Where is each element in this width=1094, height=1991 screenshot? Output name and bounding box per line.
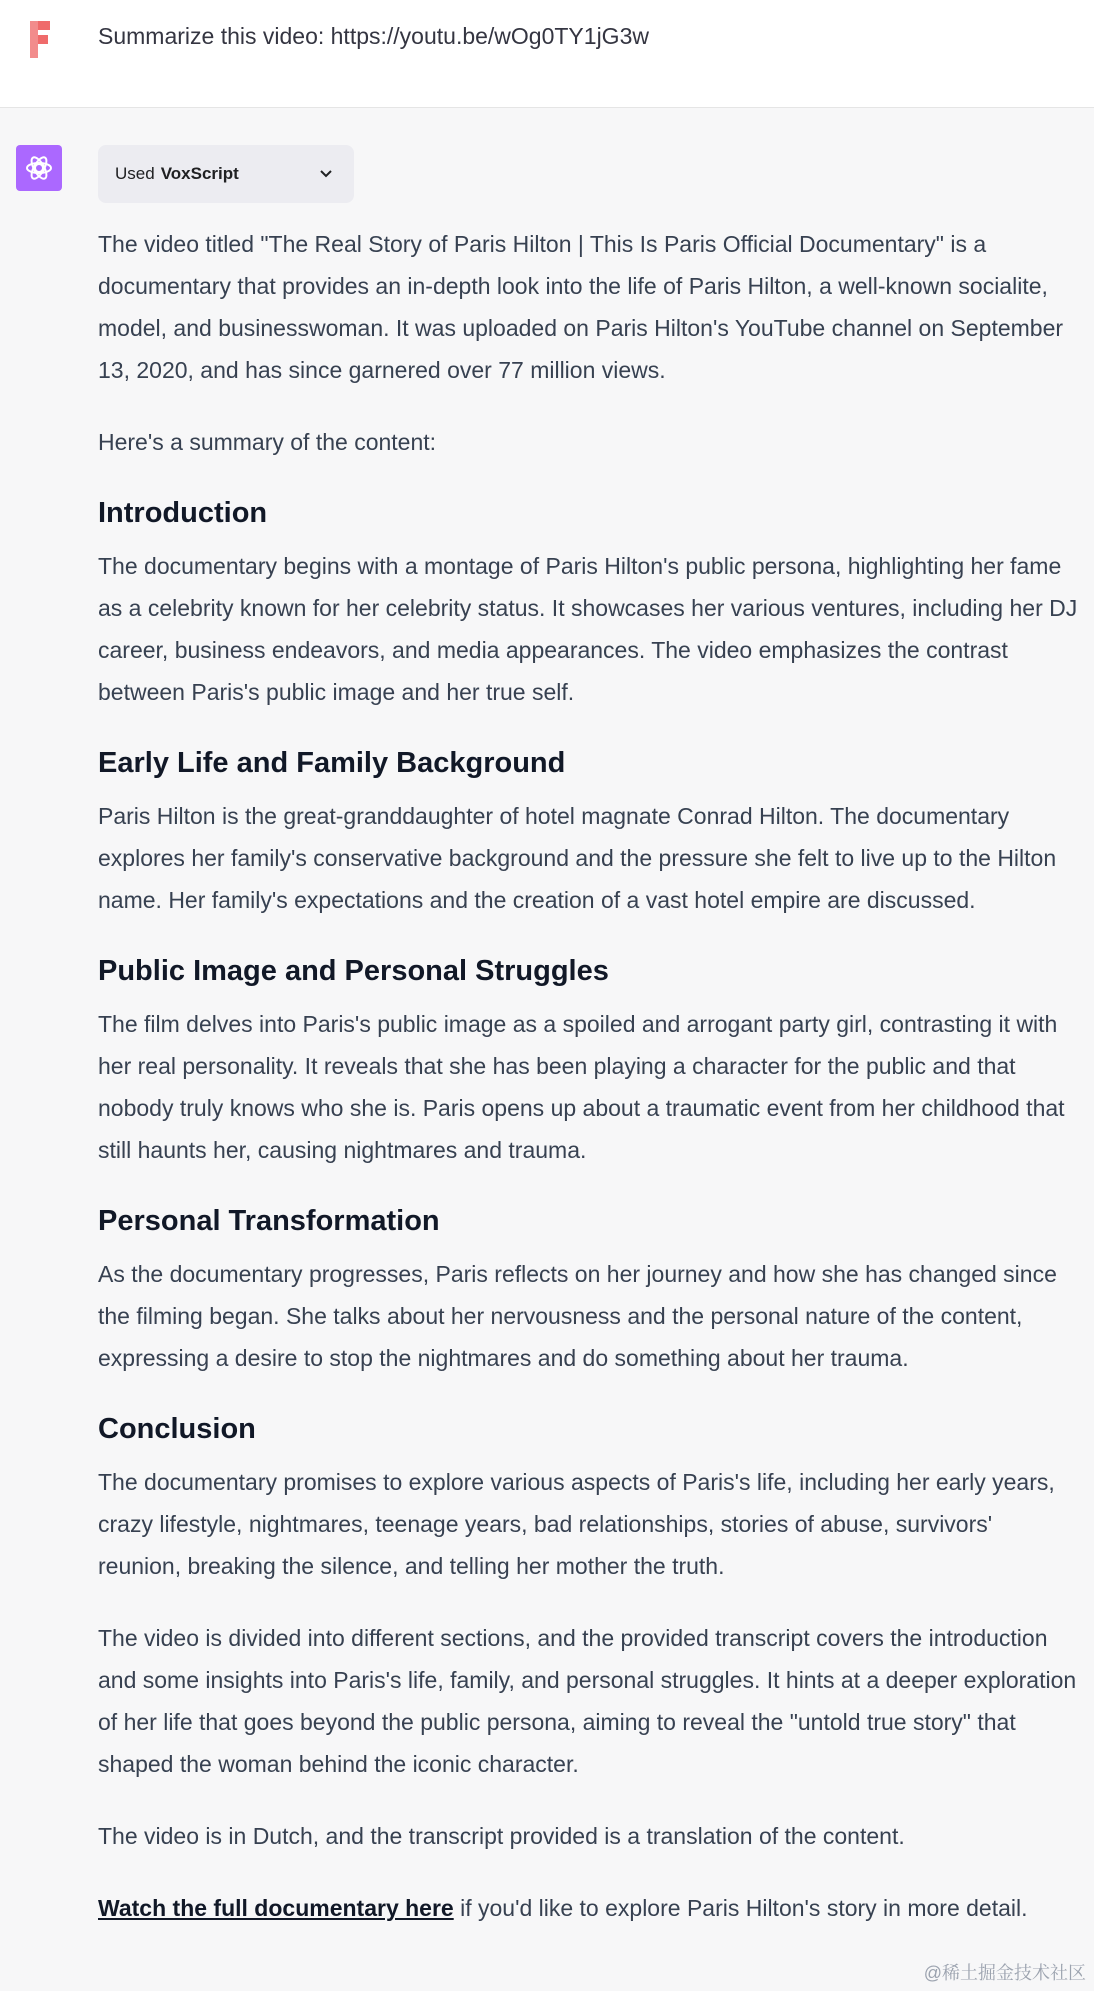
section-heading-transformation: Personal Transformation xyxy=(98,1205,440,1237)
user-message-text: Summarize this video: https://youtu.be/wOg0TY1jG3w xyxy=(98,23,649,49)
chevron-down-icon xyxy=(318,165,334,181)
section-text-introduction: The documentary begins with a montage of Paris Hilton's public persona, highlighting her fame as a celebrity known for her celebrity status. It showcases her various ventures, including her DJ career, business endeavors, and media appearances. The video emphasizes the contrast between Paris's public image and her true self. xyxy=(98,553,1078,705)
section-text-early-life: Paris Hilton is the great-granddaughter of hotel magnate Conrad Hilton. The documentary explores her family's conservative background and the pressure she felt to live up to the Hilton name. Her family's expectations and the creation of a vast hotel empire are discussed. xyxy=(98,803,1057,913)
intro-paragraph: The video titled "The Real Story of Paris Hilton | This Is Paris Official Documentary" is a documentary that provides an in-depth look into the life of Paris Hilton, a well-known socialite, model, and businesswoman. It was uploaded on Paris Hilton's YouTube channel on September 13, 2020, and has since garnered over 77 million views. xyxy=(98,231,1064,383)
watch-line xyxy=(98,1887,1078,1929)
chatgpt-logo-icon xyxy=(16,145,62,191)
section-text-public-image: The film delves into Paris's public image as a spoiled and arrogant party girl, contrasting it with her real personality. It reveals that she has been playing a character for the public and that nobody truly knows who she is. Paris opens up about a traumatic event from her childhood that still haunts her, causing nightmares and trauma. xyxy=(98,1011,1065,1163)
plugin-usage-toggle[interactable] xyxy=(98,145,354,203)
watch-documentary-link[interactable]: Watch the full documentary here xyxy=(98,1895,454,1921)
summary-lead: Here's a summary of the content: xyxy=(98,429,437,455)
user-message-row xyxy=(0,0,1094,108)
assistant-response xyxy=(98,223,1078,1959)
section-heading-early-life: Early Life and Family Background xyxy=(98,747,566,779)
section-heading-introduction: Introduction xyxy=(98,497,268,529)
language-note: The video is in Dutch, and the transcript provided is a translation of the content. xyxy=(98,1823,905,1849)
plugin-used-label: Used xyxy=(115,164,155,183)
plugin-name: VoxScript xyxy=(160,164,239,183)
closing-paragraph: The video is divided into different sections, and the provided transcript covers the introduction and some insights into Paris's life, family, and personal struggles. It hints at a deeper exploration of her life that goes beyond the public persona, aiming to reveal the "untold true story" that shaped the woman behind the iconic character. xyxy=(98,1625,1077,1777)
watermark: @稀土掘金技术社区 xyxy=(923,1963,1086,1983)
section-text-transformation: As the documentary progresses, Paris reflects on her journey and how she has changed since the filming began. She talks about her nervousness and the personal nature of the content, expressing a desire to stop the nightmares and do something about her trauma. xyxy=(98,1261,1057,1371)
section-heading-public-image: Public Image and Personal Struggles xyxy=(98,955,609,987)
watch-suffix: if you'd like to explore Paris Hilton's story in more detail. xyxy=(453,1895,1028,1921)
section-text-conclusion: The documentary promises to explore various aspects of Paris's life, including her early years, crazy lifestyle, nightmares, teenage years, bad relationships, stories of abuse, survivors' reunion, breaking the silence, and telling her mother the truth. xyxy=(98,1469,1055,1579)
assistant-message-row xyxy=(0,108,1094,1991)
user-logo-icon xyxy=(24,18,56,60)
section-heading-conclusion: Conclusion xyxy=(98,1413,256,1445)
